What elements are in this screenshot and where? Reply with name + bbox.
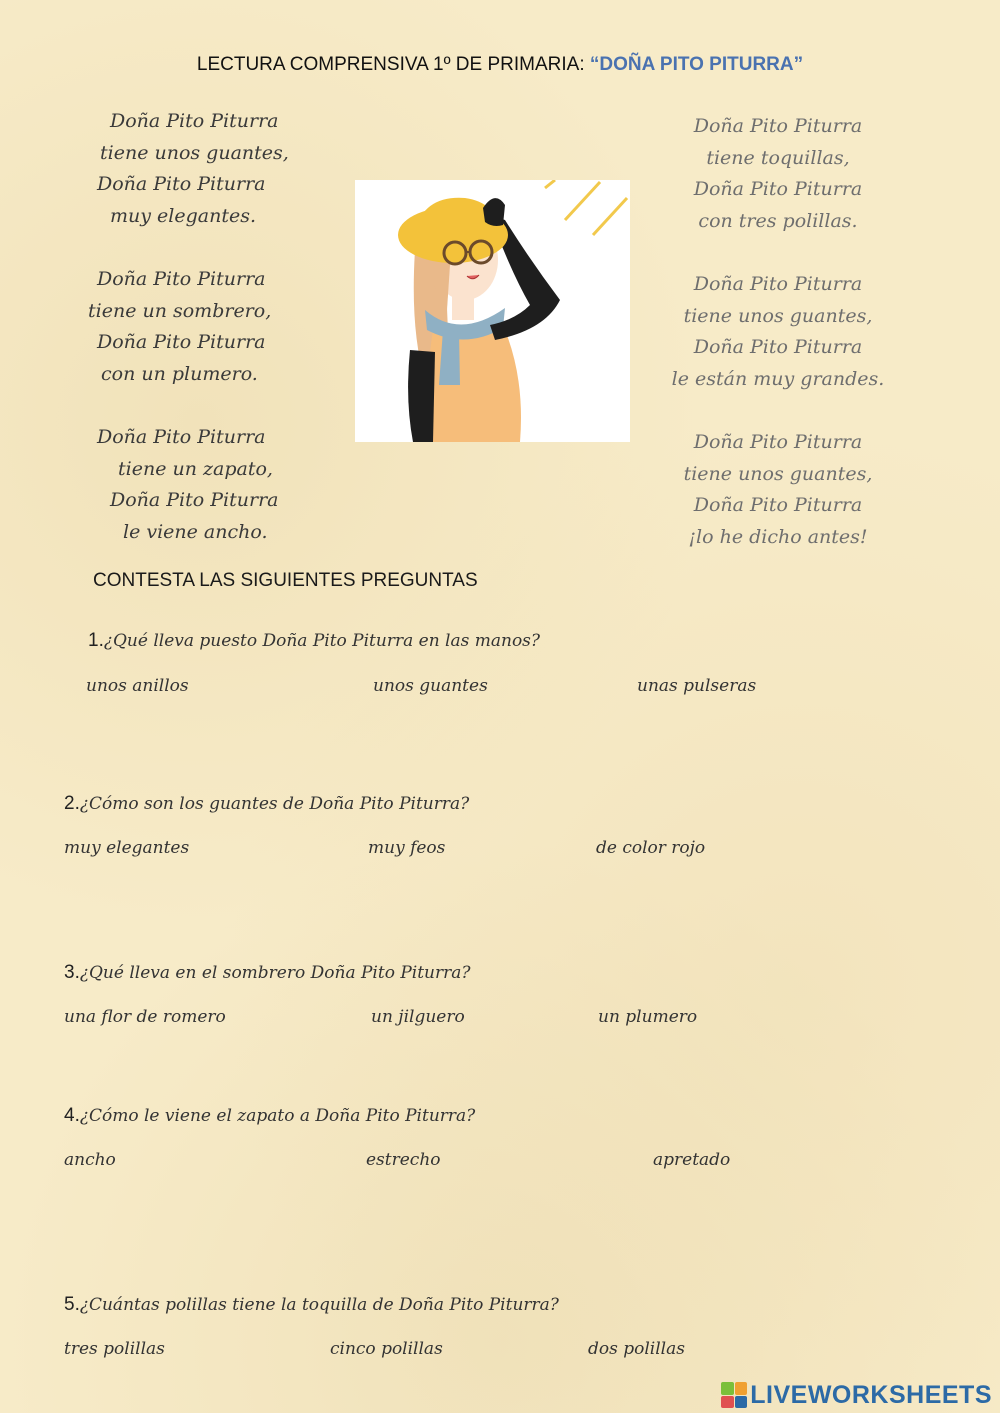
- poem-line: Doña Pito Piturra: [97, 426, 266, 448]
- poem-line: tiene unos guantes,: [683, 304, 873, 327]
- liveworksheets-logo-icon: [721, 1382, 747, 1408]
- answer-option[interactable]: una flor de romero: [64, 1007, 226, 1027]
- answer-option[interactable]: muy feos: [368, 838, 446, 858]
- question-number: 3.: [64, 962, 80, 983]
- poem-left: [88, 106, 388, 580]
- poem-line: Doña Pito Piturra: [97, 173, 266, 195]
- poem-line: tiene unos guantes,: [100, 141, 289, 164]
- poem-line: le están muy grandes.: [671, 367, 885, 390]
- answer-option[interactable]: un plumero: [598, 1007, 698, 1027]
- answer-option[interactable]: dos polillas: [588, 1339, 685, 1359]
- poem-left-stanza-3: [88, 422, 388, 548]
- poem-line: tiene toquillas,: [706, 146, 850, 169]
- poem-line: tiene unos guantes,: [683, 462, 873, 485]
- poem-left-stanza-2: [88, 264, 388, 390]
- poem-line: tiene un sombrero,: [88, 299, 272, 322]
- poem-left-stanza-1: [88, 106, 388, 232]
- question-3: [64, 962, 471, 984]
- poem-line: Doña Pito Piturra: [110, 489, 279, 511]
- answer-option[interactable]: tres polillas: [64, 1339, 165, 1359]
- poem-line: Doña Pito Piturra: [693, 431, 863, 453]
- poem-line: Doña Pito Piturra: [97, 331, 266, 353]
- poem-line: Doña Pito Piturra: [693, 178, 863, 200]
- poem-line: Doña Pito Piturra: [693, 273, 863, 295]
- answer-option[interactable]: muy elegantes: [64, 838, 190, 858]
- poem-line: Doña Pito Piturra: [110, 110, 279, 132]
- question-text: ¿Cómo le viene el zapato a Doña Pito Piturra?: [79, 1106, 476, 1126]
- question-1: [88, 630, 540, 652]
- answer-option[interactable]: un jilguero: [371, 1007, 465, 1027]
- question-text: ¿Qué lleva puesto Doña Pito Piturra en las manos?: [103, 631, 541, 651]
- poem-right: [628, 111, 928, 585]
- answer-option[interactable]: unas pulseras: [637, 676, 757, 696]
- answer-option[interactable]: de color rojo: [596, 838, 706, 858]
- title-accent: “DOÑA PITO PITURRA”: [589, 54, 804, 75]
- poem-right-stanza-3: [628, 427, 928, 553]
- poem-line: muy elegantes.: [110, 204, 256, 227]
- poem-line: Doña Pito Piturra: [693, 336, 863, 358]
- illustration-dona-pito-piturra: [355, 180, 630, 442]
- question-5: [64, 1294, 559, 1316]
- liveworksheets-logo[interactable]: [721, 1381, 992, 1409]
- poem-line: Doña Pito Piturra: [693, 115, 863, 137]
- liveworksheets-wordmark: LIVEWORKSHEETS: [750, 1380, 992, 1409]
- poem-line: con tres polillas.: [698, 209, 858, 232]
- question-2: [64, 793, 469, 815]
- poem-line: con un plumero.: [101, 362, 258, 385]
- question-number: 2.: [64, 793, 80, 814]
- answer-option[interactable]: unos anillos: [86, 676, 189, 696]
- answer-option[interactable]: unos guantes: [373, 676, 488, 696]
- poem-right-stanza-1: [628, 111, 928, 237]
- question-4: [64, 1105, 475, 1127]
- question-text: ¿Cuántas polillas tiene la toquilla de Doña Pito Piturra?: [79, 1295, 559, 1315]
- poem-right-stanza-2: [628, 269, 928, 395]
- title-prefix: LECTURA COMPRENSIVA 1º DE PRIMARIA:: [196, 54, 590, 75]
- question-text: ¿Cómo son los guantes de Doña Pito Piturra?: [79, 794, 470, 814]
- answer-option[interactable]: estrecho: [366, 1150, 441, 1170]
- woman-with-hat-illustration: [355, 180, 630, 442]
- answer-option[interactable]: cinco polillas: [330, 1339, 443, 1359]
- question-number: 4.: [64, 1105, 80, 1126]
- poem-line: Doña Pito Piturra: [97, 268, 266, 290]
- poem-line: ¡lo he dicho antes!: [688, 525, 868, 548]
- question-number: 1.: [88, 630, 104, 651]
- question-text: ¿Qué lleva en el sombrero Doña Pito Piturra?: [79, 963, 471, 983]
- poem-line: Doña Pito Piturra: [693, 494, 863, 516]
- poem-line: tiene un zapato,: [118, 457, 273, 480]
- instructions-heading: CONTESTA LAS SIGUIENTES PREGUNTAS: [93, 570, 478, 591]
- answer-option[interactable]: apretado: [653, 1150, 731, 1170]
- page-title: [0, 54, 1000, 76]
- answer-option[interactable]: ancho: [64, 1150, 116, 1170]
- question-number: 5.: [64, 1294, 80, 1315]
- poem-line: le viene ancho.: [123, 520, 268, 543]
